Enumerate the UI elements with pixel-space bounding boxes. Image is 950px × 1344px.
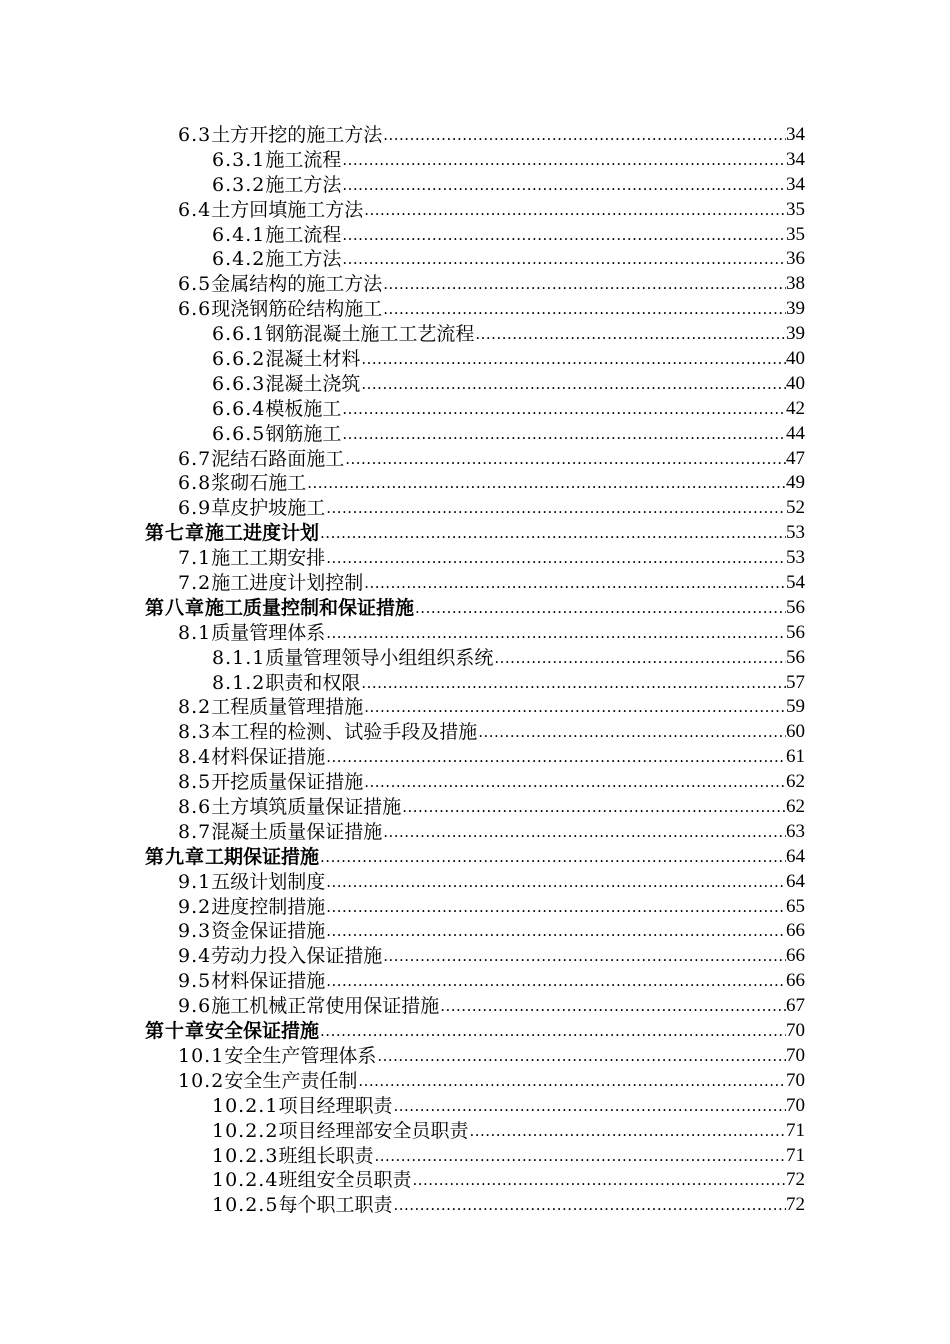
toc-entry-number: 9.6: [178, 995, 212, 1018]
toc-entry[interactable]: [0, 223, 950, 248]
toc-entry-title: 每个职工职责: [278, 1194, 393, 1217]
toc-entry-number: 10.2.2: [212, 1119, 279, 1142]
toc-entry-title: 班组长职责: [278, 1144, 374, 1167]
toc-dot-leader: [361, 671, 786, 696]
toc-entry-number: 6.6.3: [212, 372, 266, 395]
toc-entry-page: 72: [786, 1169, 805, 1191]
toc-entry[interactable]: [0, 845, 950, 870]
toc-dot-leader: [475, 322, 786, 347]
toc-dot-leader: [494, 646, 786, 671]
toc-dot-leader: [326, 969, 786, 994]
toc-entry-number: 8.1: [178, 621, 212, 644]
toc-entry-number: 6.6: [178, 298, 212, 321]
toc-entry-page: 53: [786, 547, 805, 569]
toc-entry-title: 金属结构的施工方法: [211, 273, 383, 296]
toc-dot-leader: [320, 845, 786, 870]
toc-entry-number: 6.4: [178, 198, 212, 221]
toc-dot-leader: [326, 895, 786, 920]
toc-entry-number: 第七章: [145, 522, 206, 545]
toc-entry-title: 开挖质量保证措施: [211, 771, 364, 794]
toc-entry-page: 47: [786, 447, 805, 469]
toc-entry-number: 9.4: [178, 945, 212, 968]
toc-entry-page: 42: [786, 397, 805, 419]
toc-dot-leader: [326, 870, 786, 895]
toc-entry-page: 61: [786, 746, 805, 768]
toc-dot-leader: [478, 720, 786, 745]
toc-entry[interactable]: [0, 671, 950, 696]
toc-entry-number: 10.2.1: [212, 1094, 279, 1117]
toc-entry[interactable]: [0, 1144, 950, 1169]
toc-entry-number: 10.1: [178, 1044, 225, 1067]
toc-entry-page: 63: [786, 820, 805, 842]
toc-dot-leader: [342, 397, 786, 422]
toc-dot-leader: [326, 745, 786, 770]
toc-entry[interactable]: [0, 1069, 950, 1094]
toc-entry[interactable]: [0, 173, 950, 198]
toc-entry-page: 66: [786, 945, 805, 967]
toc-entry-title: 材料保证措施: [211, 746, 326, 769]
toc-entry-number: 8.1.2: [212, 671, 266, 694]
toc-entry[interactable]: [0, 1193, 950, 1218]
toc-entry-page: 71: [786, 1144, 805, 1166]
toc-entry[interactable]: [0, 1119, 950, 1144]
toc-entry-number: 6.3.1: [212, 148, 266, 171]
toc-entry-number: 10.2.3: [212, 1144, 279, 1167]
toc-entry[interactable]: [0, 247, 950, 272]
toc-entry-title: 泥结石路面施工: [211, 447, 345, 470]
toc-entry[interactable]: [0, 372, 950, 397]
toc-entry-title: 混凝土浇筑: [265, 372, 361, 395]
toc-dot-leader: [415, 596, 786, 621]
toc-entry-number: 8.5: [178, 771, 212, 794]
toc-entry-number: 6.7: [178, 447, 212, 470]
toc-entry[interactable]: [0, 1019, 950, 1044]
toc-entry[interactable]: [0, 571, 950, 596]
toc-dot-leader: [393, 1193, 786, 1218]
toc-entry-number: 9.5: [178, 970, 212, 993]
toc-dot-leader: [326, 621, 786, 646]
toc-entry-page: 72: [786, 1194, 805, 1216]
toc-entry-page: 36: [786, 248, 805, 270]
toc-entry-number: 7.2: [178, 572, 212, 595]
toc-entry-page: 39: [786, 323, 805, 345]
toc-entry-page: 70: [786, 1094, 805, 1116]
toc-dot-leader: [440, 994, 786, 1019]
toc-entry[interactable]: [0, 521, 950, 546]
toc-entry[interactable]: [0, 944, 950, 969]
toc-entry[interactable]: [0, 969, 950, 994]
toc-entry[interactable]: [0, 720, 950, 745]
toc-entry[interactable]: [0, 820, 950, 845]
toc-entry-number: 8.4: [178, 746, 212, 769]
toc-entry[interactable]: [0, 1094, 950, 1119]
toc-entry-title: 安全生产责任制: [224, 1069, 358, 1092]
toc-dot-leader: [393, 1094, 786, 1119]
toc-dot-leader: [326, 919, 786, 944]
toc-entry-title: 安全保证措施: [205, 1020, 320, 1043]
toc-entry-page: 35: [786, 198, 805, 220]
toc-dot-leader: [326, 546, 786, 571]
toc-entry-page: 59: [786, 696, 805, 718]
toc-entry[interactable]: [0, 895, 950, 920]
toc-entry-number: 8.2: [178, 696, 212, 719]
toc-entry-page: 56: [786, 596, 805, 618]
toc-dot-leader: [383, 272, 786, 297]
toc-entry-title: 资金保证措施: [211, 920, 326, 943]
toc-entry-number: 7.1: [178, 547, 212, 570]
toc-entry-page: 70: [786, 1044, 805, 1066]
toc-entry[interactable]: [0, 546, 950, 571]
toc-dot-leader: [402, 795, 786, 820]
toc-entry-number: 6.3.2: [212, 173, 266, 196]
toc-dot-leader: [342, 173, 786, 198]
toc-entry-page: 40: [786, 372, 805, 394]
toc-dot-leader: [364, 198, 786, 223]
toc-entry-number: 8.3: [178, 721, 212, 744]
toc-entry-title: 项目经理职责: [278, 1094, 393, 1117]
toc-entry-title: 质量管理体系: [211, 621, 326, 644]
toc-dot-leader: [364, 571, 786, 596]
toc-entry-title: 安全生产管理体系: [224, 1044, 377, 1067]
toc-entry-number: 9.3: [178, 920, 212, 943]
toc-entry-page: 64: [786, 845, 805, 867]
toc-dot-leader: [320, 1019, 786, 1044]
table-of-contents: [0, 123, 950, 1218]
toc-entry-page: 49: [786, 472, 805, 494]
toc-entry[interactable]: [0, 695, 950, 720]
toc-entry-page: 34: [786, 123, 805, 145]
toc-entry-page: 54: [786, 572, 805, 594]
toc-entry-page: 34: [786, 148, 805, 170]
toc-entry-title: 施工质量控制和保证措施: [205, 596, 415, 619]
toc-entry-title: 土方回填施工方法: [211, 198, 364, 221]
toc-entry-title: 钢筋混凝土施工工艺流程: [265, 323, 475, 346]
toc-entry-page: 56: [786, 646, 805, 668]
toc-entry-page: 38: [786, 273, 805, 295]
toc-dot-leader: [383, 297, 786, 322]
toc-dot-leader: [342, 247, 786, 272]
toc-entry[interactable]: [0, 322, 950, 347]
toc-dot-leader: [364, 695, 786, 720]
toc-entry-title: 模板施工: [265, 397, 342, 420]
toc-entry-page: 35: [786, 223, 805, 245]
toc-entry-page: 39: [786, 298, 805, 320]
toc-entry[interactable]: [0, 297, 950, 322]
toc-entry[interactable]: [0, 447, 950, 472]
toc-entry-number: 9.1: [178, 870, 212, 893]
toc-dot-leader: [361, 347, 786, 372]
toc-entry-title: 材料保证措施: [211, 970, 326, 993]
toc-entry-title: 土方开挖的施工方法: [211, 123, 383, 146]
toc-dot-leader: [383, 820, 786, 845]
toc-entry-title: 质量管理领导小组组织系统: [265, 646, 494, 669]
toc-dot-leader: [307, 471, 786, 496]
toc-entry[interactable]: [0, 646, 950, 671]
toc-entry[interactable]: [0, 994, 950, 1019]
toc-entry-page: 66: [786, 920, 805, 942]
toc-entry-page: 44: [786, 422, 805, 444]
toc-entry-page: 66: [786, 970, 805, 992]
toc-entry-title: 施工机械正常使用保证措施: [211, 995, 440, 1018]
toc-entry[interactable]: [0, 272, 950, 297]
toc-entry-number: 第八章: [145, 596, 206, 619]
toc-entry-title: 混凝土材料: [265, 348, 361, 370]
toc-entry-number: 6.6.4: [212, 397, 266, 420]
toc-dot-leader: [469, 1119, 786, 1144]
toc-entry-number: 第十章: [145, 1020, 206, 1043]
toc-entry[interactable]: [0, 422, 950, 447]
toc-entry-page: 67: [786, 995, 805, 1017]
toc-entry[interactable]: [0, 596, 950, 621]
toc-entry[interactable]: [0, 496, 950, 521]
toc-entry-page: 70: [786, 1069, 805, 1091]
toc-entry-page: 34: [786, 173, 805, 195]
toc-entry-title: 施工流程: [265, 148, 342, 171]
toc-entry[interactable]: [0, 471, 950, 496]
toc-dot-leader: [374, 1144, 786, 1169]
toc-entry-page: 62: [786, 771, 805, 793]
toc-entry-number: 8.6: [178, 796, 212, 819]
toc-dot-leader: [377, 1044, 786, 1069]
toc-entry-page: 57: [786, 671, 805, 693]
toc-dot-leader: [320, 521, 786, 546]
toc-entry[interactable]: [0, 347, 950, 372]
toc-entry[interactable]: [0, 870, 950, 895]
toc-dot-leader: [342, 148, 786, 173]
toc-entry-page: 40: [786, 348, 805, 369]
toc-entry-title: 进度控制措施: [211, 895, 326, 918]
toc-entry-number: 10.2: [178, 1069, 225, 1092]
toc-entry-title: 施工方法: [265, 173, 342, 196]
toc-entry-number: 6.9: [178, 497, 212, 520]
toc-entry[interactable]: [0, 1044, 950, 1069]
toc-entry-page: 56: [786, 621, 805, 643]
toc-entry-number: 6.6.1: [212, 323, 266, 346]
toc-entry-page: 60: [786, 721, 805, 743]
toc-entry-title: 工程质量管理措施: [211, 696, 364, 719]
toc-entry-title: 施工方法: [265, 248, 342, 271]
toc-entry-page: 52: [786, 497, 805, 519]
toc-entry[interactable]: [0, 198, 950, 223]
toc-entry[interactable]: [0, 920, 950, 945]
toc-entry-number: 6.8: [178, 472, 212, 495]
toc-entry-title: 草皮护坡施工: [211, 497, 326, 520]
toc-entry-title: 班组安全员职责: [278, 1169, 412, 1192]
toc-entry[interactable]: [0, 397, 950, 422]
toc-entry-page: 53: [786, 522, 805, 544]
toc-entry-title: 浆砌石施工: [211, 472, 307, 495]
toc-entry-number: 9.2: [178, 895, 212, 918]
toc-entry-title: 工期保证措施: [205, 845, 320, 868]
toc-entry-title: 钢筋施工: [265, 422, 342, 445]
toc-entry-title: 项目经理部安全员职责: [278, 1119, 469, 1142]
toc-entry-number: 6.4.1: [212, 223, 266, 246]
toc-dot-leader: [326, 496, 786, 521]
toc-entry[interactable]: [0, 1168, 950, 1193]
toc-dot-leader: [342, 422, 786, 447]
toc-entry-title: 土方填筑质量保证措施: [211, 796, 402, 819]
toc-entry-page: 64: [786, 870, 805, 892]
toc-entry-page: 71: [786, 1119, 805, 1141]
toc-entry-number: 6.3: [178, 123, 212, 146]
toc-entry[interactable]: [0, 745, 950, 770]
toc-dot-leader: [383, 123, 786, 148]
toc-entry-title: 劳动力投入保证措施: [211, 945, 383, 968]
toc-entry-title: 现浇钢筋砼结构施工: [211, 298, 383, 321]
toc-entry-title: 混凝土质量保证措施: [211, 820, 383, 843]
toc-entry-number: 6.6.5: [212, 422, 266, 445]
toc-entry-number: 6.4.2: [212, 248, 266, 271]
toc-entry[interactable]: [0, 148, 950, 173]
toc-entry-title: 施工进度计划控制: [211, 572, 364, 595]
toc-entry-title: 五级计划制度: [211, 870, 326, 893]
toc-entry[interactable]: [0, 770, 950, 795]
toc-entry-number: 第九章: [145, 845, 206, 868]
toc-entry-page: 62: [786, 796, 805, 818]
toc-dot-leader: [358, 1069, 786, 1094]
toc-entry-title: 施工工期安排: [211, 547, 326, 570]
toc-dot-leader: [383, 944, 786, 969]
toc-entry-title: 施工进度计划: [205, 522, 320, 545]
toc-entry-number: 10.2.4: [212, 1169, 279, 1192]
toc-entry-page: 70: [786, 1020, 805, 1042]
toc-entry-title: 职责和权限: [265, 671, 361, 694]
toc-entry-title: 施工流程: [265, 223, 342, 246]
toc-dot-leader: [364, 770, 786, 795]
toc-entry-number: 8.7: [178, 820, 212, 843]
toc-entry-number: 6.6.2: [212, 348, 266, 370]
toc-entry[interactable]: [0, 795, 950, 820]
toc-entry-title: 本工程的检测、试验手段及措施: [211, 721, 478, 744]
toc-entry-number: 10.2.5: [212, 1194, 279, 1217]
toc-entry-number: 8.1.1: [212, 646, 266, 669]
toc-entry-number: 6.5: [178, 273, 212, 296]
toc-dot-leader: [361, 372, 786, 397]
toc-dot-leader: [342, 223, 786, 248]
toc-entry[interactable]: [0, 621, 950, 646]
toc-entry[interactable]: [0, 123, 950, 148]
toc-entry-page: 65: [786, 895, 805, 917]
toc-dot-leader: [345, 447, 786, 472]
toc-dot-leader: [412, 1168, 786, 1193]
